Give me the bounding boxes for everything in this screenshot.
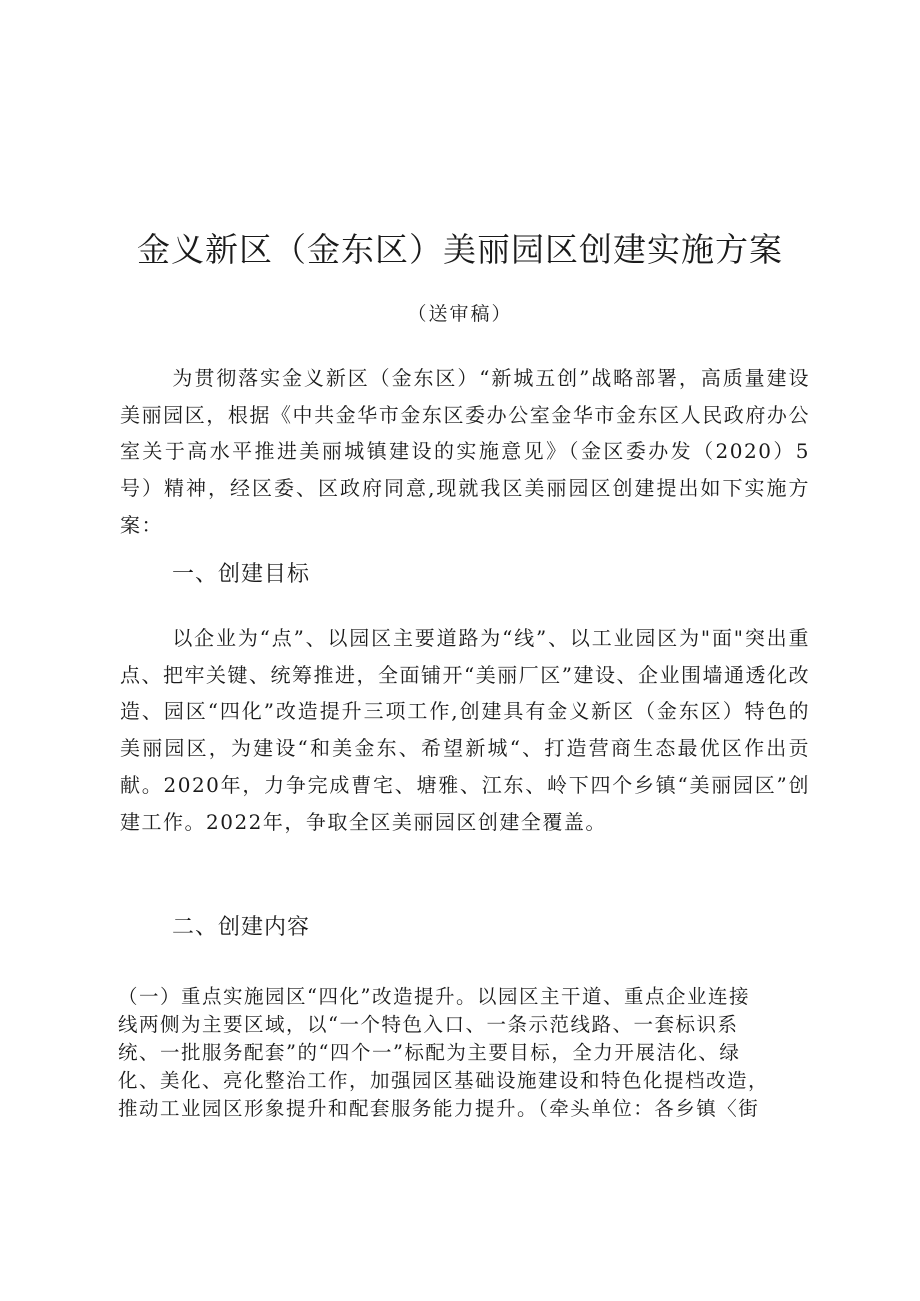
intro-text: 为贯彻落实金义新区（金东区）“新城五创”战略部署，高质量建设美丽园区，根据《中共金华市金东区委办公室金华市金东区人民政府办公室关于高水平推进美丽城镇建设的实施意见》（金区委办发（2020）5号）精神，经区委、区政府同意,现就我区美丽园区创建提出如下实施方案：	[120, 366, 810, 537]
document-title: 金义新区（金东区）美丽园区创建实施方案	[137, 230, 783, 269]
content-line: 化、美化、亮化整治工作，加强园区基础设施建设和特色化提档改造，	[118, 1069, 770, 1092]
section-heading-goals: 一、创建目标	[172, 562, 311, 587]
content-line: （一）重点实施园区“四化”改造提升。以园区主干道、重点企业连接	[118, 985, 750, 1008]
content-line: 推动工业园区形象提升和配套服务能力提升。（牵头单位：各乡镇〈街	[118, 1097, 760, 1120]
goals-paragraph	[120, 620, 810, 840]
goals-text: 以企业为“点”、以园区主要道路为“线”、以工业园区为"面"突出重点、把牢关键、统筹推进，全面铺开“美丽厂区”建设、企业围墙通透化改造、园区“四化”改造提升三项工作,创建具有金义新区（金东区）特色的美丽园区，为建设“和美金东、希望新城“、打造营商生态最优区作出贡献。2020年，力争完成曹宅、塘雅、江东、岭下四个乡镇“美丽园区”创建工作。2022年，争取全区美丽园区创建全覆盖。	[120, 626, 810, 834]
section-heading-content: 二、创建内容	[172, 915, 311, 940]
document-subtitle: （送审稿）	[407, 303, 513, 325]
intro-paragraph	[120, 360, 810, 544]
content-line: 线两侧为主要区域，以“一个特色入口、一条示范线路、一套标识系	[118, 1013, 739, 1036]
content-paragraph	[118, 983, 808, 1123]
content-line: 统、一批服务配套”的“四个一”标配为主要目标，全力开展洁化、绿	[118, 1041, 741, 1064]
